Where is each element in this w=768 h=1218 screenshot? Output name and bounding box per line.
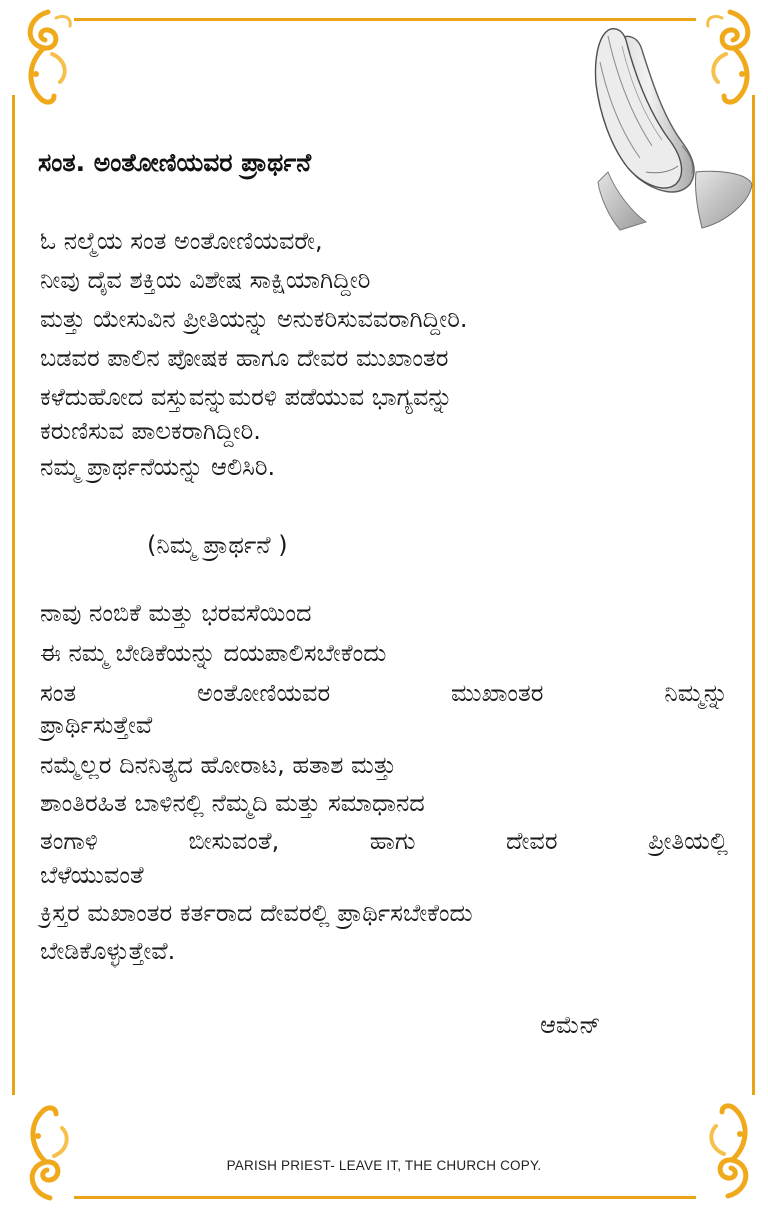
frame-left-border	[12, 95, 15, 1095]
prayer-word: ಸಂತ	[40, 679, 77, 707]
own-prayer-prompt: (ನಿಮ್ಮ ಪ್ರಾರ್ಥನೆ )	[147, 531, 288, 559]
prayer-title: ಸಂತ. ಅಂತೋಣಿಯವರ ಪ್ರಾರ್ಥನೆ	[38, 148, 312, 177]
amen-text: ಆಮೆನ್	[540, 1011, 601, 1039]
ornament-flourish-icon	[698, 1094, 758, 1204]
prayer-word: ಅಂತೋಣಿಯವರ	[196, 679, 331, 707]
prayer-line: ಕ್ರಿಸ್ತರ ಮಖಾಂತರ ಕರ್ತರಾದ ದೇವರಲ್ಲಿ ಪ್ರಾರ್ಥಿಸಬೇಕೆಂದು	[40, 899, 473, 927]
prayer-word: ಹಾಗು	[369, 827, 416, 855]
prayer-line: ನಾವು ನಂಬಿಕೆ ಮತ್ತು ಭರವಸೆಯಿಂದ	[40, 599, 312, 627]
prayer-word: ತಂಗಾಳಿ	[40, 827, 98, 855]
prayer-word: ಮುಖಾಂತರ	[451, 679, 544, 707]
prayer-line-justified	[40, 678, 728, 708]
footer-note: PARISH PRIEST- LEAVE IT, THE CHURCH COPY.	[226, 1158, 542, 1173]
prayer-line-justified	[40, 826, 728, 856]
frame-top-border	[74, 18, 696, 21]
prayer-line: ಬೇಡಿಕೊಳ್ಳುತ್ತೇವೆ.	[40, 937, 176, 965]
praying-hands-icon	[586, 22, 756, 232]
prayer-line: ಶಾಂತಿರಹಿತ ಬಾಳಿನಲ್ಲಿ ನೆಮ್ಮದಿ ಮತ್ತು ಸಮಾಧಾನದ	[40, 789, 425, 817]
prayer-line: ಕಳೆದುಹೋದ ವಸ್ತುವನ್ನುಮರಳಿ ಪಡೆಯುವ ಭಾಗ್ಯವನ್ನು	[40, 383, 453, 411]
ornament-flourish-icon	[20, 1096, 80, 1206]
prayer-line: ನಮ್ಮೆಲ್ಲರ ದಿನನಿತ್ಯದ ಹೋರಾಟ, ಹತಾಶ ಮತ್ತು	[40, 751, 397, 779]
prayer-line: ನಮ್ಮ ಪ್ರಾರ್ಥನೆಯನ್ನು ಆಲಿಸಿರಿ.	[40, 453, 276, 481]
prayer-line: ಪ್ರಾರ್ಥಿಸುತ್ತೇವೆ	[40, 711, 153, 739]
prayer-word: ಬೀಸುವಂತೆ,	[188, 827, 280, 855]
prayer-line: ಕರುಣಿಸುವ ಪಾಲಕರಾಗಿದ್ದೀರಿ.	[40, 417, 261, 445]
prayer-line: ಬೆಳೆಯುವಂತೆ	[40, 861, 144, 889]
prayer-line: ಮತ್ತು ಯೇಸುವಿನ ಪ್ರೀತಿಯನ್ನು ಅನುಕರಿಸುವವರಾಗಿದ್ದೀರಿ.	[40, 305, 468, 333]
frame-bottom-border	[74, 1196, 696, 1199]
prayer-word: ನಿಮ್ಮನ್ನು	[664, 679, 728, 707]
frame-right-border	[752, 95, 755, 1095]
ornament-flourish-icon	[18, 4, 78, 114]
prayer-line: ನೀವು ದೈವ ಶಕ್ತಿಯ ವಿಶೇಷ ಸಾಕ್ಷಿಯಾಗಿದ್ದೀರಿ	[40, 266, 371, 294]
prayer-line: ಈ ನಮ್ಮ ಬೇಡಿಕೆಯನ್ನು ದಯಪಾಲಿಸಬೇಕೆಂದು	[40, 639, 387, 667]
prayer-line: ಓ ನಲ್ಮೆಯ ಸಂತ ಅಂತೋಣಿಯವರೇ,	[40, 227, 323, 255]
prayer-word: ಪ್ರೀತಿಯಲ್ಲಿ	[648, 827, 728, 855]
prayer-line: ಬಡವರ ಪಾಲಿನ ಪೋಷಕ ಹಾಗೂ ದೇವರ ಮುಖಾಂತರ	[40, 344, 449, 372]
prayer-word: ದೇವರ	[506, 827, 558, 855]
